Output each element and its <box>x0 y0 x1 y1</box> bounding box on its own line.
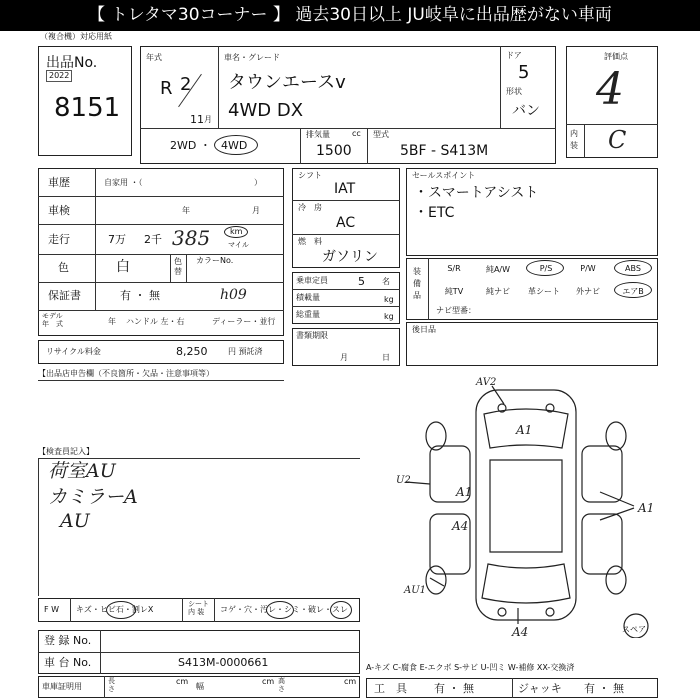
car-body-diagram <box>400 376 660 638</box>
length-unit: cm <box>176 677 189 686</box>
equip-navi: 純ナビ <box>486 287 510 296</box>
mark-mid-a4: A4 <box>452 519 469 533</box>
history-close: ） <box>254 178 262 187</box>
km-label: km <box>230 227 243 236</box>
car-name: タウンエースv <box>228 72 346 93</box>
capacity-unit: 名 <box>382 277 390 286</box>
load-label: 積載量 <box>296 293 320 302</box>
drive-options: 2WD ・ <box>170 139 211 152</box>
recycle-amount: 8,250 <box>176 345 208 358</box>
damage-legend: A-キズ C-腐食 E-エクボ S-サビ U-凹ミ W-補修 XX-交換済 <box>366 663 575 672</box>
equip-sr: S/R <box>447 264 461 273</box>
weight-unit: kg <box>384 312 394 321</box>
mark-bottom-a4: A4 <box>512 625 529 639</box>
lot-label: 出品No. <box>46 55 98 71</box>
door-label: ドア <box>506 51 522 60</box>
report-area <box>38 380 284 381</box>
weight-label: 総重量 <box>296 310 320 319</box>
history-value: 自家用 ・（ <box>104 178 143 187</box>
color-label: 色 <box>58 261 69 274</box>
height-label: 高 さ <box>278 677 285 693</box>
mark-roof: A1 <box>516 423 533 437</box>
inspection-year-unit: 年 <box>182 206 190 215</box>
equip-pw: P/W <box>580 264 596 273</box>
jack-value: 有 ・ 無 <box>584 682 624 695</box>
month: 11 <box>190 113 204 126</box>
equip-airbag: エアB <box>622 287 644 296</box>
equip-leather: 革シート <box>528 287 560 296</box>
spare-label: スペア <box>622 625 646 634</box>
era: R <box>160 78 173 99</box>
displacement: 1500 <box>316 143 352 159</box>
tools-value: 有 ・ 無 <box>434 682 474 695</box>
interior-score: C <box>608 126 627 154</box>
length-label: 長 さ <box>108 677 115 693</box>
auction-banner: 【 トレタマ30コーナー 】 過去30日以上 JU岐阜に出品歴がない車両 <box>0 0 700 31</box>
ac-value: AC <box>336 215 356 231</box>
handle: ハンドル 左・右 <box>126 317 185 326</box>
model: 5BF - S413M <box>400 143 489 159</box>
grade: 4WD DX <box>228 100 304 121</box>
reg-label: 登 録 No. <box>44 634 92 647</box>
body: バン <box>512 103 540 119</box>
chassis-label: 車 台 No. <box>44 656 92 669</box>
ac-label: 冷 房 <box>298 203 322 212</box>
dealer: ディーラー・並行 <box>212 317 276 326</box>
year-label: 年式 <box>146 53 162 62</box>
sales-point-1: ・スマートアシスト <box>414 185 539 201</box>
jack-label: ジャッキ <box>518 682 562 695</box>
equip-abs: ABS <box>625 264 641 273</box>
tools-label: 工 具 <box>374 682 407 695</box>
docs-label: 書類期限 <box>296 331 328 340</box>
month-suffix: 月 <box>204 115 212 124</box>
year: 2 <box>180 74 192 95</box>
fw-items: キズ・ヒビ石・割レX <box>76 605 154 614</box>
model-year-label: モデル 年 式 <box>42 312 63 328</box>
fuel-value: ガソリン <box>322 249 378 265</box>
report-label: 【出品店申告欄（不良箇所・欠品・注意事項等） <box>38 369 214 378</box>
color-no-label: カラーNo. <box>196 256 234 265</box>
mark-mid-a1: A1 <box>456 485 473 499</box>
model-label: 型式 <box>373 130 389 139</box>
after-label: 後日品 <box>412 325 436 334</box>
warranty-note: h09 <box>220 287 247 303</box>
seat-items: コゲ・穴・汚レ・シミ・破レ・スレ <box>220 605 348 614</box>
name-label: 車名・グレード <box>224 53 280 62</box>
mark-top: AV2 <box>476 377 497 388</box>
garage-label: 車庫証明用 <box>42 682 82 691</box>
fw-label: F W <box>44 605 60 614</box>
mileage-man: 7万 <box>108 233 126 246</box>
recycle-unit: 円 預託済 <box>228 347 263 356</box>
mark-side-a1: A1 <box>638 501 655 515</box>
color-value: 白 <box>116 259 130 275</box>
width-label: 幅 <box>196 682 204 691</box>
mark-u2: U2 <box>396 475 411 486</box>
inspector-note-1: 荷室AU <box>48 460 116 482</box>
warranty-value: 有 ・ 無 <box>120 289 160 302</box>
docs-day: 日 <box>382 353 390 362</box>
recycle-label: リサイクル料金 <box>46 347 101 356</box>
width-unit: cm <box>262 677 275 686</box>
device-note: （複合機）対応用紙 <box>40 32 112 41</box>
lot-number: 8151 <box>54 93 121 123</box>
inspector-note-2: カミラーA <box>48 486 138 508</box>
sales-label: セールスポイント <box>412 171 476 180</box>
fuel-label: 燃 料 <box>298 237 322 246</box>
mileage-sen: 2千 <box>144 233 162 246</box>
sales-point-2: ・ETC <box>414 205 455 221</box>
doors: 5 <box>518 62 530 83</box>
cc-label: cc <box>352 129 361 138</box>
mark-au1: AU1 <box>404 585 427 596</box>
history-label: 車歴 <box>48 176 70 189</box>
year-stamp: 2022 <box>46 70 72 82</box>
nav-model-label: ナビ型番： <box>436 306 476 315</box>
mile-label: マイル <box>228 241 249 249</box>
warranty-label: 保証書 <box>48 289 81 302</box>
body-label: 形状 <box>506 87 522 96</box>
score: 4 <box>596 64 624 115</box>
equip-aw: 純A/W <box>485 265 511 274</box>
capacity-value: 5 <box>358 275 365 288</box>
inspector-note-3: AU <box>60 510 90 532</box>
mileage-hand: 385 <box>172 226 211 250</box>
disp-label: 排気量 <box>306 130 330 139</box>
capacity-label: 乗車定員 <box>296 276 328 285</box>
chassis-value: S413M-0000661 <box>178 656 269 669</box>
equip-ext-navi: 外ナビ <box>576 287 600 296</box>
equipment-side-label: 装 備 品 <box>413 267 421 300</box>
inspection-label: 車検 <box>48 204 70 217</box>
color-change-label: 色 替 <box>174 257 182 276</box>
inspector-label: 【検査員記入】 <box>38 447 94 456</box>
drive-selected: 4WD <box>221 139 248 152</box>
seat-label: シート 内 装 <box>188 600 209 616</box>
interior-label: 内 装 <box>570 129 578 150</box>
equip-ps: P/S <box>539 264 553 273</box>
load-unit: kg <box>384 295 394 304</box>
after-box <box>406 322 658 366</box>
shift-value: IAT <box>334 181 356 197</box>
docs-month: 月 <box>340 353 348 362</box>
mileage-label: 走行 <box>48 233 70 246</box>
inspection-month-unit: 月 <box>252 206 260 215</box>
score-label: 評価点 <box>604 52 628 61</box>
height-unit: cm <box>344 677 357 686</box>
model-year-unit: 年 <box>108 317 116 326</box>
equip-tv: 純TV <box>444 287 464 296</box>
shift-label: シフト <box>298 171 322 180</box>
